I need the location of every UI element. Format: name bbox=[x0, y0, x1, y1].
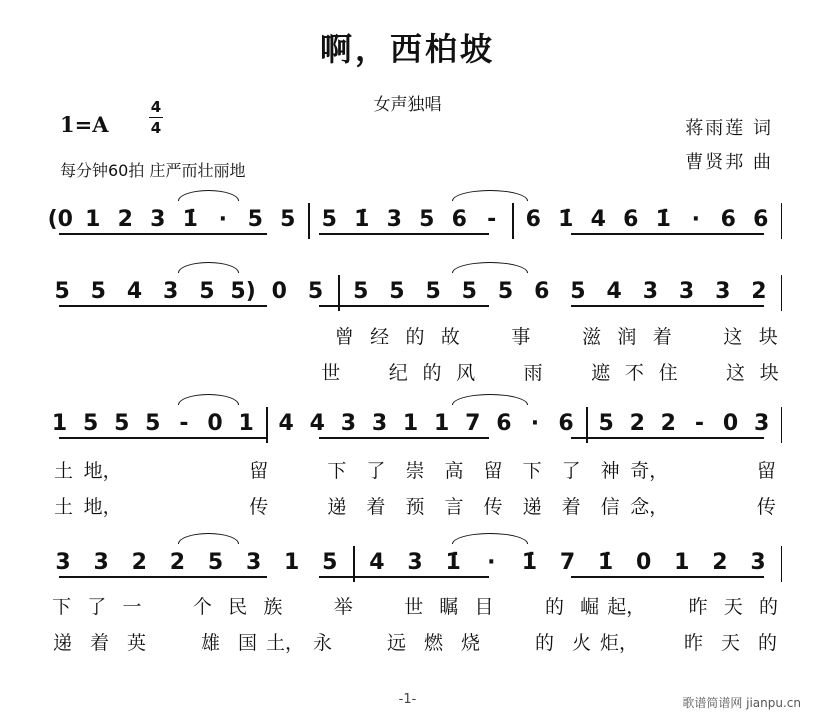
note: (0 bbox=[47, 207, 73, 232]
lyric-syllable: 留 bbox=[756, 459, 776, 482]
lyric-syllable: 神 bbox=[600, 459, 620, 482]
note: 1̇ bbox=[558, 207, 574, 232]
note: 6 bbox=[623, 207, 639, 232]
note: 2 bbox=[131, 550, 147, 575]
note: 3 bbox=[386, 207, 402, 232]
lyric-syllable: 递 bbox=[327, 495, 347, 518]
lyric-syllable: 下 bbox=[52, 595, 72, 618]
note: 6 bbox=[525, 207, 541, 232]
beam-line bbox=[571, 576, 764, 578]
note: 1 bbox=[238, 411, 254, 436]
lyric-syllable: 块 bbox=[758, 325, 778, 348]
lyric-syllable: 世 bbox=[404, 595, 424, 618]
note: 3 bbox=[93, 550, 109, 575]
note: 6 bbox=[720, 207, 736, 232]
note: 5 bbox=[353, 279, 369, 304]
beam-line bbox=[59, 576, 267, 578]
slur-mark bbox=[178, 262, 239, 273]
beam-line bbox=[571, 437, 764, 439]
barline bbox=[777, 277, 786, 307]
lyric-syllable: 地， bbox=[83, 459, 122, 482]
lyric-syllable: 英 bbox=[126, 631, 146, 654]
lyric-syllable: 遮 bbox=[591, 361, 611, 384]
slur-mark bbox=[178, 394, 239, 405]
note: 5 bbox=[461, 279, 477, 304]
note: 5 bbox=[598, 411, 614, 436]
lyric-syllable: 了 bbox=[87, 595, 107, 618]
lyric-syllable: 一 bbox=[122, 595, 142, 618]
lyric-syllable: 递 bbox=[52, 631, 72, 654]
note: 0 bbox=[271, 279, 287, 304]
note: 4 bbox=[590, 207, 606, 232]
note: 5 bbox=[247, 207, 263, 232]
lyric-syllable: 滋 bbox=[582, 325, 602, 348]
note: 4 bbox=[278, 411, 294, 436]
beam-line bbox=[59, 233, 267, 235]
note: 5 bbox=[425, 279, 441, 304]
lyric-syllable: 着 bbox=[561, 495, 581, 518]
beam-line bbox=[319, 305, 490, 307]
lyric-syllable: 递 bbox=[522, 495, 542, 518]
note: 3 bbox=[163, 279, 179, 304]
lyric-line bbox=[44, 628, 786, 654]
site-watermark: 歌谱简谱网 jianpu.cn bbox=[682, 696, 801, 710]
slur-mark bbox=[452, 394, 528, 405]
lyric-syllable: 的 bbox=[758, 595, 778, 618]
note: 1 bbox=[402, 411, 419, 436]
note: 5 bbox=[321, 207, 337, 232]
note: · bbox=[218, 207, 227, 232]
note: 5 bbox=[307, 279, 324, 304]
lyric-syllable: 土， bbox=[266, 631, 305, 654]
lyric-syllable: 的 bbox=[544, 595, 564, 618]
note: 0 bbox=[722, 411, 739, 436]
lyric-syllable: 润 bbox=[617, 325, 637, 348]
lyric-line bbox=[44, 492, 786, 518]
notation-row bbox=[44, 404, 786, 444]
lyric-syllable: 这 bbox=[723, 325, 743, 348]
note: 6 bbox=[753, 207, 769, 232]
notation-row bbox=[44, 200, 786, 240]
note: 1̇ bbox=[445, 550, 461, 575]
note: 5 bbox=[199, 279, 215, 304]
note: 3 bbox=[245, 550, 262, 575]
lyric-syllable: 昨 bbox=[684, 631, 704, 654]
lyric-syllable: 的 bbox=[422, 361, 442, 384]
note: 2 bbox=[117, 207, 133, 232]
note: 5 bbox=[570, 279, 586, 304]
note: 1̇ bbox=[354, 207, 370, 232]
lyric-syllable: 雨 bbox=[523, 361, 543, 384]
lyric-syllable: 地， bbox=[83, 495, 122, 518]
lyric-syllable: 崇 bbox=[405, 459, 425, 482]
note: 1̇ bbox=[655, 207, 671, 232]
lyric-syllable: 留 bbox=[483, 459, 503, 482]
note: 5 bbox=[54, 279, 70, 304]
lyric-syllable: 的 bbox=[405, 325, 425, 348]
lyric-syllable: 预 bbox=[405, 495, 425, 518]
lyric-syllable: 目 bbox=[474, 595, 494, 618]
lyric-syllable: 纪 bbox=[388, 361, 408, 384]
lyric-syllable: 雄 bbox=[200, 631, 220, 654]
note: 2 bbox=[751, 279, 767, 304]
lyric-syllable: 永 bbox=[313, 631, 333, 654]
note: 3 bbox=[750, 550, 766, 575]
lyric-syllable: 高 bbox=[444, 459, 464, 482]
lyric-syllable: 族 bbox=[263, 595, 283, 618]
time-signature bbox=[145, 97, 167, 138]
note: 3 bbox=[753, 411, 770, 436]
composer-credit: 曹贤邦 曲 bbox=[685, 152, 773, 173]
lyric-syllable: 了 bbox=[366, 459, 386, 482]
note: 3 bbox=[715, 279, 731, 304]
barline bbox=[304, 205, 313, 235]
lyric-syllable: 崛 bbox=[580, 595, 600, 618]
lyric-syllable: 言 bbox=[444, 495, 464, 518]
lyric-syllable: 了 bbox=[561, 459, 581, 482]
lyric-syllable: 国 bbox=[237, 631, 257, 654]
note: 6 bbox=[451, 207, 467, 232]
note: - bbox=[179, 411, 189, 436]
barline bbox=[349, 548, 358, 578]
lyric-syllable: 不 bbox=[624, 361, 644, 384]
lyric-syllable: 土 bbox=[54, 495, 74, 518]
lyric-syllable: 住 bbox=[658, 361, 678, 384]
lyric-syllable: 留 bbox=[249, 459, 269, 482]
lyric-syllable: 故 bbox=[440, 325, 460, 348]
lyric-syllable: 念， bbox=[630, 495, 669, 518]
song-subtitle: 女声独唱 bbox=[373, 95, 442, 115]
note: 0 bbox=[636, 550, 652, 575]
note: 5 bbox=[322, 550, 338, 575]
note: - bbox=[694, 411, 704, 436]
lyric-syllable: 传 bbox=[249, 495, 269, 518]
note: 5 bbox=[145, 411, 161, 436]
note: 1̇ bbox=[521, 550, 538, 575]
note: 1 bbox=[85, 207, 101, 232]
barline bbox=[777, 548, 786, 578]
barline bbox=[777, 205, 786, 235]
barline bbox=[777, 409, 786, 439]
note: 1 bbox=[434, 411, 450, 436]
barline bbox=[508, 205, 517, 235]
page-number: -1- bbox=[398, 692, 417, 707]
note: 0 bbox=[207, 411, 223, 436]
barline bbox=[582, 409, 591, 439]
lyric-syllable: 传 bbox=[483, 495, 503, 518]
note: 6 bbox=[558, 411, 574, 436]
note: 5 bbox=[90, 279, 106, 304]
slur-mark bbox=[452, 190, 528, 201]
lyric-syllable: 昨 bbox=[688, 595, 708, 618]
lyric-syllable: 天 bbox=[721, 631, 741, 654]
note: 3 bbox=[407, 550, 423, 575]
song-title: 啊，西柏坡 bbox=[319, 30, 495, 68]
meter-top: 4 bbox=[150, 98, 162, 116]
note: 4 bbox=[606, 279, 622, 304]
lyric-syllable: 着 bbox=[366, 495, 386, 518]
lyric-line bbox=[44, 592, 786, 618]
lyric-syllable: 这 bbox=[726, 361, 746, 384]
note: 3 bbox=[150, 207, 166, 232]
note: 6 bbox=[534, 279, 550, 304]
beam-line bbox=[59, 305, 267, 307]
key-signature: 1=A bbox=[60, 112, 109, 137]
lyric-line bbox=[44, 322, 786, 348]
beam-line bbox=[59, 437, 267, 439]
note: 5 bbox=[114, 411, 130, 436]
lyric-syllable: 块 bbox=[759, 361, 779, 384]
lyric-line bbox=[44, 456, 786, 482]
lyric-syllable: 的 bbox=[758, 631, 778, 654]
beam-line bbox=[319, 576, 490, 578]
notation-row bbox=[44, 272, 786, 312]
note: 1̇ bbox=[182, 207, 198, 232]
note: · bbox=[691, 207, 700, 232]
lyric-syllable: 炬， bbox=[600, 631, 639, 654]
note: 2 bbox=[169, 550, 186, 575]
note: 3 bbox=[55, 550, 71, 575]
note: 4 bbox=[369, 550, 385, 575]
meter-bottom: 4 bbox=[150, 119, 162, 137]
lyric-syllable: 燃 bbox=[424, 631, 444, 654]
note: 7 bbox=[465, 411, 481, 436]
lyric-syllable: 个 bbox=[192, 595, 212, 618]
note: 7 bbox=[559, 550, 576, 575]
beam-line bbox=[571, 233, 764, 235]
note: 1 bbox=[674, 550, 690, 575]
lyric-syllable: 烧 bbox=[461, 631, 481, 654]
lyric-syllable: 传 bbox=[756, 495, 776, 518]
lyricist-credit: 蒋雨莲 词 bbox=[685, 118, 773, 139]
lyric-syllable: 民 bbox=[228, 595, 248, 618]
note: 2 bbox=[660, 411, 676, 436]
note: 5 bbox=[389, 279, 405, 304]
note: 5 bbox=[280, 207, 296, 232]
note: 5) bbox=[230, 279, 256, 304]
note: 3 bbox=[642, 279, 658, 304]
slur-mark bbox=[178, 533, 239, 544]
lyric-syllable: 信 bbox=[600, 495, 620, 518]
lyric-syllable: 着 bbox=[89, 631, 109, 654]
note: 1 bbox=[284, 550, 300, 575]
beam-line bbox=[571, 305, 764, 307]
notation-row bbox=[44, 543, 786, 583]
note: 2 bbox=[712, 550, 728, 575]
note: · bbox=[530, 411, 540, 436]
note: 5 bbox=[207, 550, 224, 575]
lyric-syllable: 远 bbox=[387, 631, 407, 654]
note: · bbox=[487, 550, 496, 575]
note: 4 bbox=[126, 279, 143, 304]
note: 5 bbox=[497, 279, 514, 304]
lyric-syllable: 世 bbox=[321, 361, 341, 384]
note: - bbox=[487, 207, 497, 232]
note: 1̇ bbox=[597, 550, 614, 575]
lyric-syllable: 举 bbox=[333, 595, 353, 618]
lyric-syllable: 土 bbox=[54, 459, 74, 482]
note: 3 bbox=[340, 411, 357, 436]
lyric-syllable: 火 bbox=[572, 631, 592, 654]
slur-mark bbox=[452, 533, 528, 544]
note: 4 bbox=[309, 411, 325, 436]
lyric-syllable: 奇， bbox=[630, 459, 669, 482]
note: 5 bbox=[419, 207, 435, 232]
note: 2 bbox=[629, 411, 645, 436]
barline bbox=[262, 409, 271, 439]
note: 5 bbox=[82, 411, 99, 436]
slur-mark bbox=[178, 190, 239, 201]
lyric-syllable: 天 bbox=[723, 595, 743, 618]
beam-line bbox=[319, 437, 490, 439]
meter-bar bbox=[149, 117, 163, 118]
lyric-syllable: 下 bbox=[522, 459, 542, 482]
lyric-syllable: 的 bbox=[535, 631, 555, 654]
lyric-syllable: 下 bbox=[327, 459, 347, 482]
barline bbox=[334, 277, 343, 307]
lyric-syllable: 曾 bbox=[334, 325, 354, 348]
beam-line bbox=[319, 233, 490, 235]
note: 1 bbox=[51, 411, 68, 436]
note: 3 bbox=[678, 279, 695, 304]
slur-mark bbox=[452, 262, 528, 273]
lyric-syllable: 事 bbox=[511, 325, 531, 348]
lyric-line bbox=[44, 358, 786, 384]
lyric-syllable: 着 bbox=[652, 325, 672, 348]
note: 6 bbox=[496, 411, 512, 436]
tempo-marking: 每分钟60拍 庄严而壮丽地 bbox=[60, 161, 246, 180]
lyric-syllable: 经 bbox=[370, 325, 390, 348]
lyric-syllable: 风 bbox=[456, 361, 476, 384]
lyric-syllable: 瞩 bbox=[439, 595, 459, 618]
lyric-syllable: 起， bbox=[607, 595, 646, 618]
note: 3 bbox=[371, 411, 388, 436]
